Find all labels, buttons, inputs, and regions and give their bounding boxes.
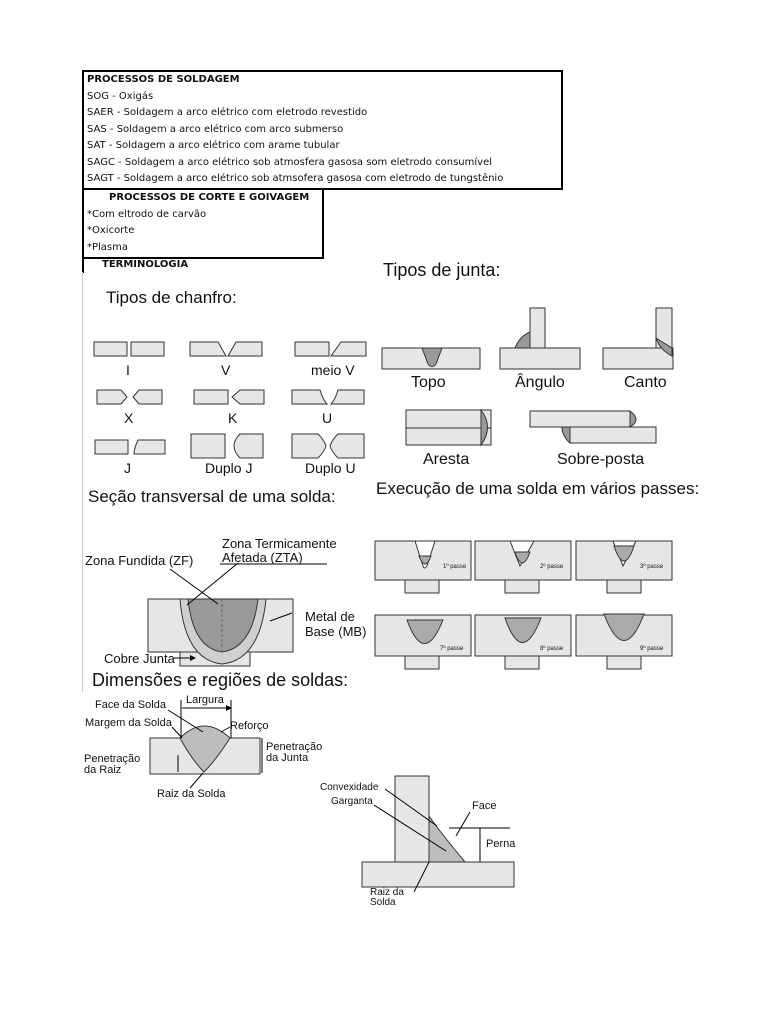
joint-label-angulo: Ângulo	[515, 374, 565, 391]
face-solda-label: Face da Solda	[95, 699, 166, 711]
pass-label: 2º passe	[540, 564, 564, 570]
chamfer-duplo-u-diagram	[292, 434, 364, 458]
fillet-diagram	[362, 776, 514, 887]
reforco-leader	[221, 727, 230, 732]
process-item: SAGC - Soldagem a arco elétrico sob atmosfera gasosa som eletrodo consumível	[87, 156, 493, 168]
joint-label-sobreposta: Sobre-posta	[557, 451, 645, 468]
processes-title: PROCESSOS DE SOLDAGEM	[87, 74, 240, 85]
raiz-fillet-label-2: Solda	[370, 897, 396, 908]
mb-label-1: Metal de	[305, 609, 355, 624]
chamfer-meio-v-diagram	[295, 342, 366, 356]
chamfer-v-diagram	[190, 342, 262, 356]
joint-topo-diagram	[382, 348, 480, 369]
pass-label: 9º passe	[640, 646, 664, 652]
chamfer-title: Tipos de chanfro:	[106, 288, 237, 307]
zta-label-2: Afetada (ZTA)	[222, 550, 303, 565]
chamfer-i-diagram	[94, 342, 164, 356]
convexidade-label: Convexidade	[320, 782, 379, 793]
raiz-fillet-label-1: Raiz da	[370, 887, 404, 898]
terminology-label: TERMINOLOGIA	[102, 259, 189, 270]
raiz-leader	[190, 773, 203, 788]
process-item: SOG - Oxigás	[87, 90, 154, 102]
cutting-item: *Plasma	[87, 241, 129, 253]
pass-label: 3º passe	[640, 564, 664, 570]
cutting-item: *Com eltrodo de carvão	[87, 208, 207, 220]
pass-8-panel	[475, 615, 571, 669]
backing-label: Cobre Junta	[104, 651, 175, 666]
chamfer-label-u: U	[322, 410, 333, 426]
margem-label: Margem da Solda	[85, 717, 172, 729]
chamfer-u-diagram	[292, 390, 364, 404]
pass-label: 7º passe	[440, 646, 464, 652]
chamfer-k-diagram	[194, 390, 264, 404]
pen-raiz-label-2: da Raiz	[84, 764, 122, 776]
chamfer-label-j: J	[124, 460, 131, 476]
pass-7-panel	[375, 615, 471, 669]
raiz-solda-label: Raiz da Solda	[157, 788, 226, 800]
process-item: SAGT - Soldagem a arco elétrico sob atmsofera gasosa com eletrodo de tungstênio	[87, 173, 504, 184]
zta-label-1: Zona Termicamente	[222, 536, 337, 551]
cross-section-title: Seção transversal de uma solda:	[88, 487, 336, 506]
dimensions-diagram	[150, 726, 260, 774]
mb-label-2: Base (MB)	[305, 624, 367, 639]
joint-label-canto: Canto	[624, 374, 667, 391]
chamfer-label-i: I	[126, 362, 130, 378]
face-fillet-leader	[456, 812, 470, 836]
chamfer-x-diagram	[97, 390, 162, 404]
chamfer-label-x: X	[124, 410, 134, 426]
pass-label: 1º passe	[443, 564, 467, 570]
pen-junta-label-1: Penetração	[266, 741, 323, 753]
chamfer-label-k: K	[228, 410, 238, 426]
cutting-title: PROCESSOS DE CORTE E GOIVAGEM	[109, 192, 310, 203]
dimensions-title: Dimensões e regiões de soldas:	[92, 670, 349, 690]
chamfer-duplo-j-diagram	[191, 434, 263, 458]
largura-label: Largura	[186, 694, 224, 706]
chamfer-label-duplo-j: Duplo J	[205, 460, 253, 476]
pass-label: 8º passe	[540, 646, 564, 652]
joint-sobreposta-diagram	[530, 411, 656, 443]
joint-label-aresta: Aresta	[423, 451, 470, 468]
face-fillet-label: Face	[472, 800, 497, 812]
chamfer-label-duplo-u: Duplo U	[305, 460, 356, 476]
pen-raiz-label-1: Penetração	[84, 753, 141, 765]
chamfer-label-meio-v: meio V	[311, 362, 355, 378]
process-item: SAT - Soldagem a arco elétrico com arame tubular	[87, 140, 340, 151]
pass-9-panel	[576, 614, 672, 669]
process-item: SAER - Soldagem a arco elétrico com eletrodo revestido	[87, 107, 368, 118]
cutting-item: *Oxicorte	[87, 225, 135, 236]
reforco-label: Reforço	[230, 720, 269, 732]
zf-label: Zona Fundida (ZF)	[85, 553, 194, 568]
perna-label: Perna	[486, 838, 516, 850]
joint-aresta-diagram	[406, 410, 491, 445]
chamfer-label-v: V	[221, 362, 231, 378]
garganta-label: Garganta	[331, 796, 373, 807]
pen-junta-label-2: da Junta	[266, 752, 309, 764]
process-item: SAS - Soldagem a arco elétrico com arco submerso	[87, 123, 344, 135]
joint-canto-diagram	[603, 308, 673, 369]
chamfer-j-diagram	[95, 440, 165, 454]
joint-angulo-diagram	[500, 308, 580, 369]
passes-title: Execução de uma solda em vários passes:	[376, 479, 700, 498]
joints-title: Tipos de junta:	[383, 260, 501, 280]
joint-label-topo: Topo	[411, 374, 446, 391]
